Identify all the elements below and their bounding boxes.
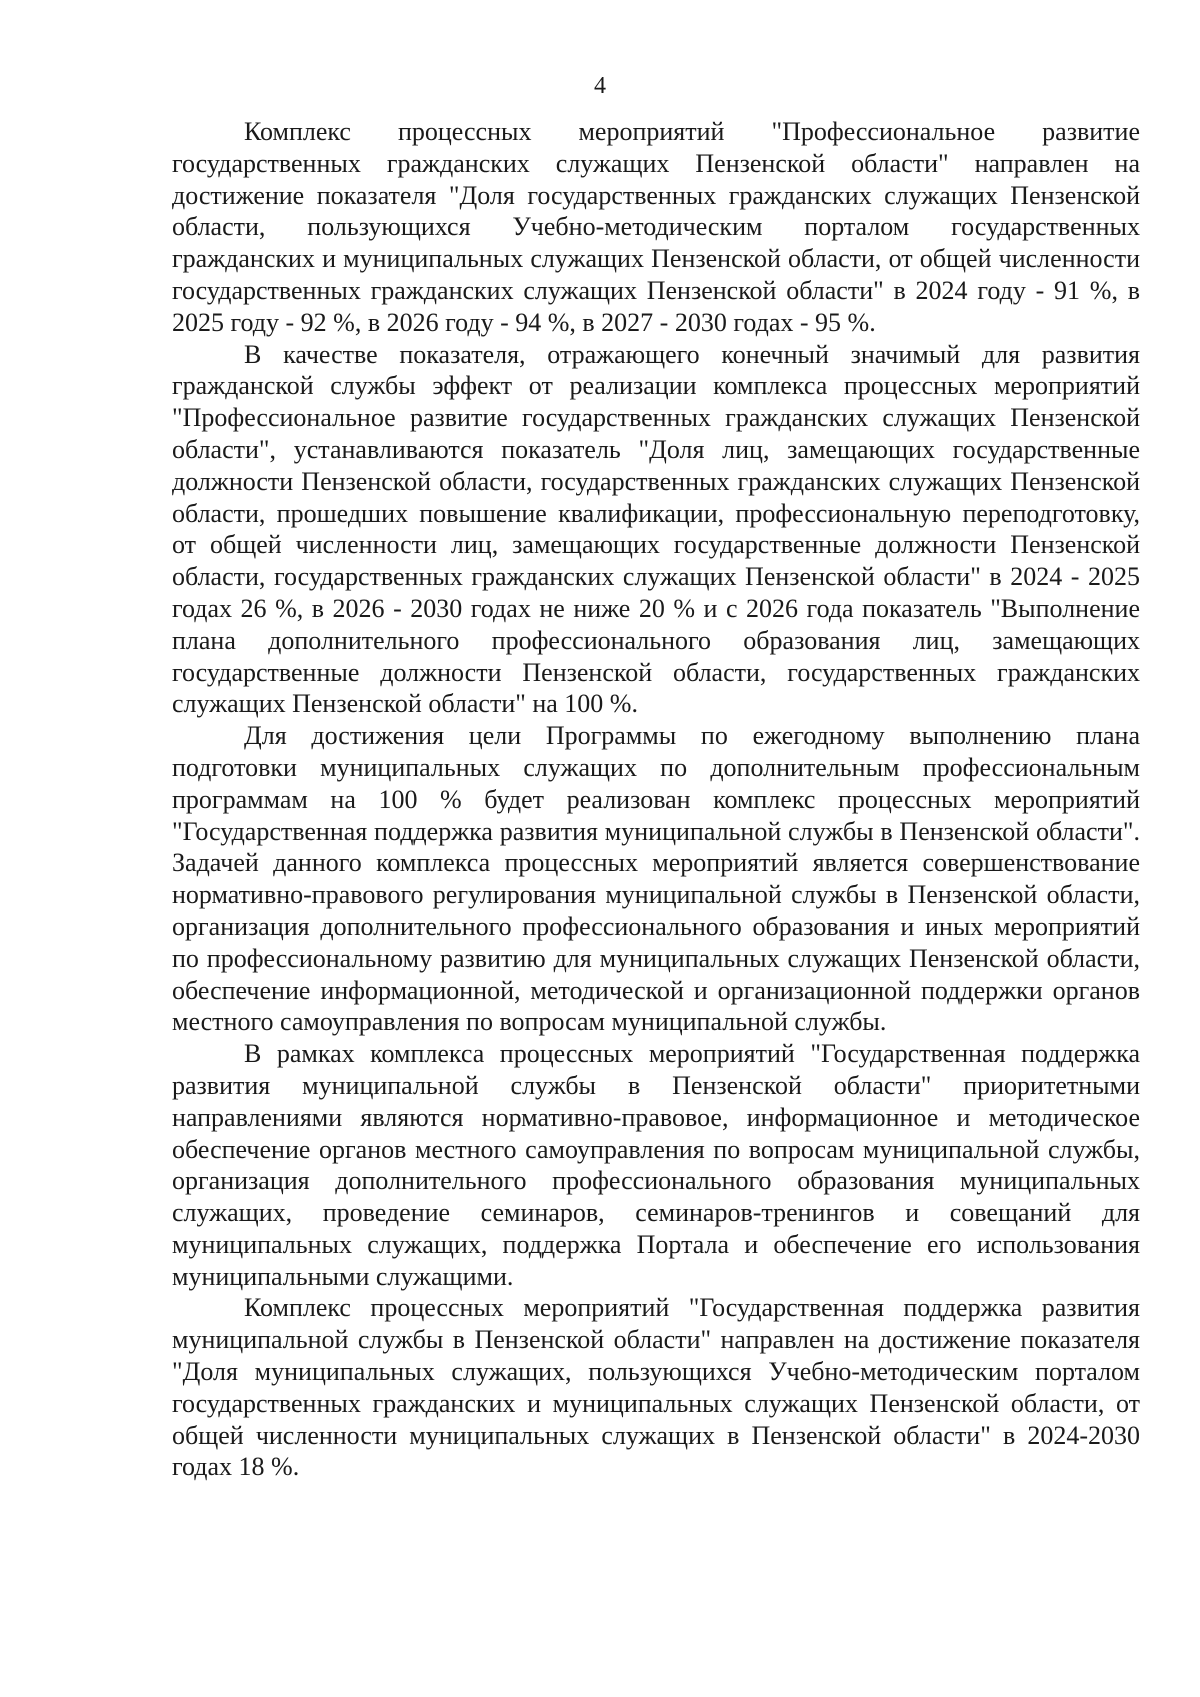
paragraph-priority-directions: В рамках комплекса процессных мероприятий "Государственная поддержка развития муниципальной службы в Пензенской области" приоритетными направлениями являются нормативно-правовое, информационное и методическое обеспечение органов местного самоуправления по вопросам муниципальной службы, организация дополнительного профессионального образования муниципальных служащих, проведение семинаров, семинаров-тренингов и совещаний для муниципальных служащих, поддержка Портала и обеспечение его использования муниципальными служащими.	[172, 1039, 1140, 1291]
paragraph-final-effect-indicator: В качестве показателя, отражающего конечный значимый для развития гражданской службы эффект от реализации комплекса процессных мероприятий "Профессиональное развитие государственных гражданских служащих Пензенской области", устанавливаются показатель "Доля лиц, замещающих государственные должности Пензенской области, государственных гражданских служащих Пензенской области, прошедших повышение квалификации, профессиональную переподготовку, от общей численности лиц, замещающих государственные должности Пензенской области, государственных гражданских служащих Пензенской области" в 2024 - 2025 годах 26 %, в 2026 - 2030 годах не ниже 20 % и с 2026 года показатель "Выполнение плана дополнительного профессионального образования лиц, замещающих государственные должности Пензенской области, государственных гражданских служащих Пензенской области" на 100 %.	[172, 339, 1140, 719]
paragraph-municipal-training-goal: Для достижения цели Программы по ежегодному выполнению плана подготовки муниципальных служащих по дополнительным профессиональным программам на 100 % будет реализован комплекс процессных мероприятий "Государственная поддержка развития муниципальной службы в Пензенской области". Задачей данного комплекса процессных мероприятий является совершенствование нормативно-правового регулирования муниципальной службы в Пензенской области, организация дополнительного профессионального образования и иных мероприятий по профессиональному развитию для муниципальных служащих Пензенской области, обеспечение информационной, методической и организационной поддержки органов местного самоуправления по вопросам муниципальной службы.	[172, 721, 1140, 1037]
paragraph-municipal-portal-indicator: Комплекс процессных мероприятий "Государственная поддержка развития муниципальной службы в Пензенской области" направлен на достижение показателя "Доля муниципальных служащих, пользующихся Учебно-методическим порталом государственных гражданских и муниципальных служащих Пензенской области, от общей численности муниципальных служащих в Пензенской области" в 2024-2030 годах 18 %.	[172, 1293, 1140, 1482]
page-number: 4	[594, 73, 606, 99]
paragraph-professional-development-indicator: Комплекс процессных мероприятий "Профессиональное развитие государственных гражданских служащих Пензенской области" направлен на достижение показателя "Доля государственных гражданских служащих Пензенской области, пользующихся Учебно-методическим порталом государственных гражданских и муниципальных служащих Пензенской области, от общей численности государственных гражданских служащих Пензенской области" в 2024 году - 91 %, в 2025 году - 92 %, в 2026 году - 94 %, в 2027 - 2030 годах - 95 %.	[172, 117, 1140, 337]
document-body	[172, 116, 1140, 1483]
